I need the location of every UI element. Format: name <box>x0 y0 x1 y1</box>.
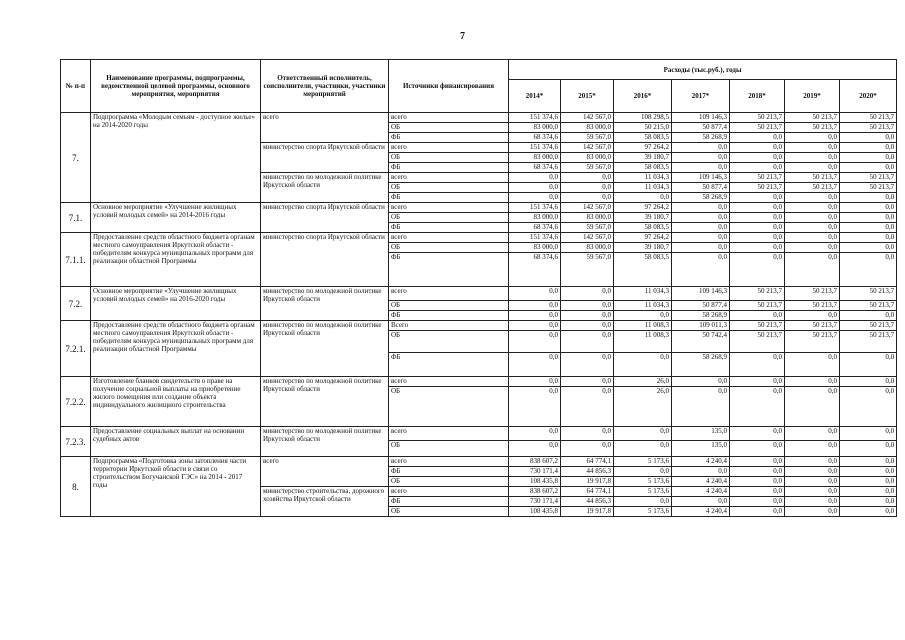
table-row <box>61 203 897 213</box>
amount-cell: 0,0 <box>785 243 840 253</box>
amount-cell: 50 213,7 <box>785 331 840 353</box>
amount-cell: 50 213,7 <box>840 123 897 133</box>
amount-cell: 58 268,9 <box>672 353 730 377</box>
amount-cell: 0,0 <box>509 427 561 441</box>
item-name: Подпрограмма «Молодым семьям - доступное жилье» на 2014-2020 годы <box>91 113 261 203</box>
table-row <box>61 233 897 243</box>
funding-source: ФБ <box>389 353 509 377</box>
funding-source: ОБ <box>389 301 509 311</box>
funding-source: всего <box>389 287 509 301</box>
amount-cell: 0,0 <box>561 287 614 301</box>
funding-source: ФБ <box>389 467 509 477</box>
amount-cell: 0,0 <box>785 223 840 233</box>
amount-cell: 0,0 <box>840 203 897 213</box>
funding-source: всего <box>389 113 509 123</box>
funding-source: всего <box>389 233 509 243</box>
amount-cell: 142 567,0 <box>561 113 614 123</box>
amount-cell: 83 000,0 <box>561 123 614 133</box>
header-year: 2015* <box>561 80 614 113</box>
executor: всего <box>261 113 389 143</box>
amount-cell: 0,0 <box>672 387 730 427</box>
amount-cell: 0,0 <box>561 427 614 441</box>
amount-cell: 0,0 <box>840 213 897 223</box>
item-name: Изготовление бланков свидетельств о праве на получение социальной выплаты на приобретение жилого помещения или создание объекта индивидуального жилищного строительства <box>91 377 261 427</box>
amount-cell: 0,0 <box>509 173 561 183</box>
amount-cell: 68 374,6 <box>509 163 561 173</box>
funding-source: ОБ <box>389 243 509 253</box>
amount-cell: 109 146,3 <box>672 113 730 123</box>
amount-cell: 19 917,8 <box>561 477 614 487</box>
amount-cell: 39 180,7 <box>614 153 672 163</box>
amount-cell: 109 011,3 <box>672 321 730 331</box>
amount-cell: 0,0 <box>614 353 672 377</box>
amount-cell: 0,0 <box>509 311 561 321</box>
header-name: Наименование программы, подпрограммы, ведомственной целевой программы, основного мероприятия, мероприятия <box>91 60 261 113</box>
table-row <box>61 113 897 123</box>
amount-cell: 50 215,0 <box>614 123 672 133</box>
amount-cell: 0,0 <box>730 377 785 387</box>
amount-cell: 5 173,6 <box>614 487 672 497</box>
amount-cell: 0,0 <box>785 457 840 467</box>
amount-cell: 0,0 <box>561 311 614 321</box>
amount-cell: 4 240,4 <box>672 477 730 487</box>
header-year: 2017* <box>672 80 730 113</box>
executor: министерство по молодежной политике Иркутской области <box>261 321 389 377</box>
amount-cell: 39 180,7 <box>614 213 672 223</box>
funding-source: всего <box>389 487 509 497</box>
amount-cell: 0,0 <box>840 253 897 287</box>
amount-cell: 0,0 <box>785 467 840 477</box>
amount-cell: 730 171,4 <box>509 467 561 477</box>
amount-cell: 0,0 <box>840 467 897 477</box>
amount-cell: 0,0 <box>785 203 840 213</box>
amount-cell: 68 374,6 <box>509 223 561 233</box>
amount-cell: 0,0 <box>730 387 785 427</box>
amount-cell: 0,0 <box>561 377 614 387</box>
amount-cell: 11 008,3 <box>614 321 672 331</box>
amount-cell: 0,0 <box>785 193 840 203</box>
amount-cell: 0,0 <box>840 163 897 173</box>
amount-cell: 109 146,3 <box>672 287 730 301</box>
header-year: 2016* <box>614 80 672 113</box>
amount-cell: 50 213,7 <box>730 123 785 133</box>
amount-cell: 142 567,0 <box>561 233 614 243</box>
amount-cell: 0,0 <box>730 467 785 477</box>
table-row <box>61 377 897 387</box>
amount-cell: 0,0 <box>730 193 785 203</box>
item-name: Основное мероприятие «Улучшение жилищных условий молодых семей» на 2014-2016 годы <box>91 203 261 233</box>
item-name: Подпрограмма «Подготовка зоны затопления части территории Иркутской области в связи со строительством Богучанской ГЭС» на 2014 - 2017 годы <box>91 457 261 517</box>
amount-cell: 11 008,3 <box>614 331 672 353</box>
amount-cell: 0,0 <box>730 441 785 457</box>
executor: министерство по молодежной политике Иркутской области <box>261 377 389 427</box>
table-row <box>61 321 897 331</box>
amount-cell: 0,0 <box>730 253 785 287</box>
item-number: 7.1.1. <box>61 233 91 287</box>
funding-source: ФБ <box>389 311 509 321</box>
amount-cell: 0,0 <box>509 353 561 377</box>
amount-cell: 50 877,4 <box>672 123 730 133</box>
amount-cell: 5 173,6 <box>614 477 672 487</box>
executor: министерство по молодежной политике Иркутской области <box>261 173 389 203</box>
amount-cell: 0,0 <box>561 441 614 457</box>
funding-source: ФБ <box>389 133 509 143</box>
amount-cell: 50 213,7 <box>840 321 897 331</box>
amount-cell: 50 213,7 <box>785 287 840 301</box>
table-row <box>61 457 897 467</box>
funding-source: ОБ <box>389 387 509 427</box>
amount-cell: 64 774,1 <box>561 457 614 467</box>
amount-cell: 59 567,0 <box>561 163 614 173</box>
amount-cell: 83 000,0 <box>561 213 614 223</box>
amount-cell: 0,0 <box>614 193 672 203</box>
amount-cell: 0,0 <box>785 477 840 487</box>
executor: министерство спорта Иркутской области <box>261 203 389 233</box>
amount-cell: 58 083,5 <box>614 223 672 233</box>
funding-source: всего <box>389 377 509 387</box>
executor: министерство по молодежной политике Иркутской области <box>261 287 389 321</box>
amount-cell: 730 171,4 <box>509 497 561 507</box>
amount-cell: 0,0 <box>561 321 614 331</box>
amount-cell: 26,0 <box>614 377 672 387</box>
amount-cell: 0,0 <box>730 163 785 173</box>
amount-cell: 108 435,8 <box>509 507 561 517</box>
amount-cell: 142 567,0 <box>561 143 614 153</box>
funding-source: ОБ <box>389 153 509 163</box>
amount-cell: 151 374,6 <box>509 143 561 153</box>
amount-cell: 0,0 <box>785 153 840 163</box>
amount-cell: 11 034,3 <box>614 301 672 311</box>
item-name: Основное мероприятие «Улучшение жилищных условий молодых семей» на 2016-2020 годы <box>91 287 261 321</box>
page-number: 7 <box>460 31 465 42</box>
executor: министерство спорта Иркутской области <box>261 233 389 287</box>
funding-source: ОБ <box>389 507 509 517</box>
funding-source: ОБ <box>389 213 509 223</box>
amount-cell: 50 213,7 <box>840 173 897 183</box>
amount-cell: 151 374,6 <box>509 113 561 123</box>
amount-cell: 0,0 <box>730 311 785 321</box>
amount-cell: 0,0 <box>785 213 840 223</box>
header-year: 2018* <box>730 80 785 113</box>
amount-cell: 0,0 <box>840 387 897 427</box>
amount-cell: 50 213,7 <box>840 301 897 311</box>
amount-cell: 68 374,6 <box>509 133 561 143</box>
header-year: 2020* <box>840 80 897 113</box>
amount-cell: 50 213,7 <box>785 113 840 123</box>
item-number: 7.2.1. <box>61 321 91 377</box>
amount-cell: 0,0 <box>672 203 730 213</box>
amount-cell: 50 213,7 <box>730 113 785 123</box>
header-no: № п-п <box>61 60 91 113</box>
amount-cell: 0,0 <box>840 427 897 441</box>
amount-cell: 83 000,0 <box>509 243 561 253</box>
amount-cell: 50 213,7 <box>730 183 785 193</box>
amount-cell: 58 268,9 <box>672 193 730 203</box>
amount-cell: 11 034,3 <box>614 173 672 183</box>
funding-source: ФБ <box>389 193 509 203</box>
amount-cell: 50 213,7 <box>840 331 897 353</box>
amount-cell: 26,0 <box>614 387 672 427</box>
amount-cell: 5 173,6 <box>614 507 672 517</box>
amount-cell: 0,0 <box>730 497 785 507</box>
amount-cell: 0,0 <box>840 487 897 497</box>
amount-cell: 83 000,0 <box>509 123 561 133</box>
funding-source: всего <box>389 143 509 153</box>
amount-cell: 50 213,7 <box>785 321 840 331</box>
amount-cell: 0,0 <box>509 441 561 457</box>
amount-cell: 50 213,7 <box>785 173 840 183</box>
amount-cell: 0,0 <box>730 213 785 223</box>
amount-cell: 11 034,3 <box>614 287 672 301</box>
amount-cell: 151 374,6 <box>509 233 561 243</box>
amount-cell: 0,0 <box>509 387 561 427</box>
amount-cell: 50 213,7 <box>730 287 785 301</box>
amount-cell: 97 264,2 <box>614 203 672 213</box>
executor: министерство по молодежной политике Иркутской области <box>261 427 389 457</box>
amount-cell: 50 213,7 <box>730 321 785 331</box>
amount-cell: 0,0 <box>672 243 730 253</box>
amount-cell: 0,0 <box>730 487 785 497</box>
item-number: 7.2.2. <box>61 377 91 427</box>
funding-source: всего <box>389 173 509 183</box>
header-expenses: Расходы (тыс.руб.), годы <box>509 60 897 80</box>
amount-cell: 0,0 <box>672 163 730 173</box>
amount-cell: 0,0 <box>730 457 785 467</box>
item-name: Предоставление средств областного бюджета органам местного самоуправления Иркутской области - победителям конкурса муниципальных программ для реализации областной Программы <box>91 321 261 377</box>
funding-source: всего <box>389 203 509 213</box>
header-year: 2014* <box>509 80 561 113</box>
amount-cell: 5 173,6 <box>614 457 672 467</box>
funding-source: ОБ <box>389 331 509 353</box>
amount-cell: 97 264,2 <box>614 143 672 153</box>
amount-cell: 0,0 <box>614 311 672 321</box>
amount-cell: 0,0 <box>730 233 785 243</box>
funding-source: всего <box>389 457 509 467</box>
amount-cell: 0,0 <box>509 193 561 203</box>
header-year: 2019* <box>785 80 840 113</box>
amount-cell: 0,0 <box>672 143 730 153</box>
amount-cell: 0,0 <box>840 377 897 387</box>
amount-cell: 50 742,4 <box>672 331 730 353</box>
amount-cell: 0,0 <box>785 497 840 507</box>
amount-cell: 59 567,0 <box>561 253 614 287</box>
amount-cell: 0,0 <box>672 497 730 507</box>
amount-cell: 109 146,3 <box>672 173 730 183</box>
amount-cell: 50 213,7 <box>730 331 785 353</box>
amount-cell: 50 213,7 <box>840 287 897 301</box>
amount-cell: 0,0 <box>785 353 840 377</box>
amount-cell: 0,0 <box>840 311 897 321</box>
amount-cell: 64 774,1 <box>561 487 614 497</box>
item-name: Предоставление средств областного бюджета органам местного самоуправления Иркутской области - победителям конкурса муниципальных программ для реализации областной Программы <box>91 233 261 287</box>
funding-source: ОБ <box>389 183 509 193</box>
amount-cell: 58 268,9 <box>672 133 730 143</box>
executor: всего <box>261 457 389 487</box>
table-body <box>61 113 897 517</box>
item-number: 7.2. <box>61 287 91 321</box>
amount-cell: 0,0 <box>672 253 730 287</box>
amount-cell: 50 877,4 <box>672 301 730 311</box>
amount-cell: 0,0 <box>840 477 897 487</box>
amount-cell: 0,0 <box>785 441 840 457</box>
amount-cell: 58 083,5 <box>614 253 672 287</box>
amount-cell: 4 240,4 <box>672 457 730 467</box>
amount-cell: 50 213,7 <box>785 301 840 311</box>
item-number: 7. <box>61 113 91 203</box>
item-number: 7.2.3. <box>61 427 91 457</box>
funding-source: ОБ <box>389 441 509 457</box>
amount-cell: 0,0 <box>840 507 897 517</box>
amount-cell: 0,0 <box>785 133 840 143</box>
amount-cell: 0,0 <box>840 233 897 243</box>
amount-cell: 135,0 <box>672 427 730 441</box>
amount-cell: 83 000,0 <box>561 243 614 253</box>
amount-cell: 50 213,7 <box>840 113 897 123</box>
amount-cell: 108 298,5 <box>614 113 672 123</box>
amount-cell: 0,0 <box>561 353 614 377</box>
amount-cell: 58 083,5 <box>614 133 672 143</box>
amount-cell: 0,0 <box>730 223 785 233</box>
amount-cell: 58 268,9 <box>672 311 730 321</box>
amount-cell: 0,0 <box>672 377 730 387</box>
amount-cell: 0,0 <box>672 213 730 223</box>
funding-source: всего <box>389 427 509 441</box>
amount-cell: 0,0 <box>509 301 561 311</box>
funding-source: ФБ <box>389 253 509 287</box>
amount-cell: 838 607,2 <box>509 487 561 497</box>
amount-cell: 83 000,0 <box>509 153 561 163</box>
amount-cell: 97 264,2 <box>614 233 672 243</box>
amount-cell: 0,0 <box>840 457 897 467</box>
amount-cell: 0,0 <box>785 427 840 441</box>
amount-cell: 4 240,4 <box>672 487 730 497</box>
amount-cell: 0,0 <box>614 497 672 507</box>
amount-cell: 0,0 <box>840 441 897 457</box>
amount-cell: 0,0 <box>561 173 614 183</box>
amount-cell: 0,0 <box>730 153 785 163</box>
amount-cell: 59 567,0 <box>561 133 614 143</box>
funding-source: ФБ <box>389 223 509 233</box>
amount-cell: 0,0 <box>730 507 785 517</box>
amount-cell: 0,0 <box>785 387 840 427</box>
amount-cell: 108 435,8 <box>509 477 561 487</box>
amount-cell: 0,0 <box>785 507 840 517</box>
amount-cell: 50 877,4 <box>672 183 730 193</box>
executor: министерство строительства, дорожного хозяйства Иркутской области <box>261 487 389 517</box>
funding-source: Всего <box>389 321 509 331</box>
amount-cell: 0,0 <box>672 467 730 477</box>
amount-cell: 0,0 <box>614 467 672 477</box>
amount-cell: 0,0 <box>672 233 730 243</box>
item-name: Предоставление социальных выплат на основании судебных актов <box>91 427 261 457</box>
amount-cell: 0,0 <box>785 233 840 243</box>
amount-cell: 0,0 <box>840 497 897 507</box>
funding-source: ФБ <box>389 497 509 507</box>
amount-cell: 4 240,4 <box>672 507 730 517</box>
amount-cell: 44 856,3 <box>561 497 614 507</box>
amount-cell: 11 034,3 <box>614 183 672 193</box>
amount-cell: 0,0 <box>785 253 840 287</box>
amount-cell: 50 213,7 <box>785 123 840 133</box>
amount-cell: 0,0 <box>785 311 840 321</box>
amount-cell: 0,0 <box>561 193 614 203</box>
amount-cell: 50 213,7 <box>730 301 785 311</box>
amount-cell: 50 213,7 <box>730 173 785 183</box>
amount-cell: 0,0 <box>840 243 897 253</box>
amount-cell: 58 083,5 <box>614 163 672 173</box>
amount-cell: 83 000,0 <box>561 153 614 163</box>
amount-cell: 0,0 <box>840 153 897 163</box>
amount-cell: 0,0 <box>509 331 561 353</box>
item-number: 7.1. <box>61 203 91 233</box>
amount-cell: 83 000,0 <box>509 213 561 223</box>
amount-cell: 0,0 <box>840 223 897 233</box>
amount-cell: 0,0 <box>730 203 785 213</box>
amount-cell: 39 180,7 <box>614 243 672 253</box>
amount-cell: 0,0 <box>785 163 840 173</box>
amount-cell: 0,0 <box>730 427 785 441</box>
amount-cell: 151 374,6 <box>509 203 561 213</box>
amount-cell: 0,0 <box>840 133 897 143</box>
amount-cell: 0,0 <box>672 223 730 233</box>
header-source: Источники финансирования <box>389 60 509 113</box>
amount-cell: 0,0 <box>614 427 672 441</box>
amount-cell: 50 213,7 <box>840 183 897 193</box>
budget-table <box>60 59 897 517</box>
amount-cell: 0,0 <box>561 331 614 353</box>
funding-source: ОБ <box>389 123 509 133</box>
amount-cell: 68 374,6 <box>509 253 561 287</box>
amount-cell: 0,0 <box>840 143 897 153</box>
amount-cell: 0,0 <box>509 377 561 387</box>
amount-cell: 0,0 <box>672 153 730 163</box>
amount-cell: 0,0 <box>840 193 897 203</box>
amount-cell: 135,0 <box>672 441 730 457</box>
amount-cell: 142 567,0 <box>561 203 614 213</box>
amount-cell: 0,0 <box>509 287 561 301</box>
item-number: 8. <box>61 457 91 517</box>
amount-cell: 44 856,3 <box>561 467 614 477</box>
header-exec: Ответственный исполнитель, соисполнители, участники, участники мероприятий <box>261 60 389 113</box>
amount-cell: 0,0 <box>730 133 785 143</box>
amount-cell: 0,0 <box>614 441 672 457</box>
amount-cell: 838 607,2 <box>509 457 561 467</box>
amount-cell: 0,0 <box>509 321 561 331</box>
amount-cell: 0,0 <box>730 143 785 153</box>
executor: министерство спорта Иркутской области <box>261 143 389 173</box>
table-row <box>61 427 897 441</box>
amount-cell: 0,0 <box>785 143 840 153</box>
amount-cell: 50 213,7 <box>785 183 840 193</box>
amount-cell: 0,0 <box>730 477 785 487</box>
amount-cell: 0,0 <box>785 377 840 387</box>
amount-cell: 19 917,8 <box>561 507 614 517</box>
funding-source: ОБ <box>389 477 509 487</box>
amount-cell: 59 567,0 <box>561 223 614 233</box>
amount-cell: 0,0 <box>561 387 614 427</box>
table-row <box>61 287 897 301</box>
funding-source: ФБ <box>389 163 509 173</box>
amount-cell: 0,0 <box>561 183 614 193</box>
amount-cell: 0,0 <box>785 487 840 497</box>
amount-cell: 0,0 <box>509 183 561 193</box>
amount-cell: 0,0 <box>561 301 614 311</box>
amount-cell: 0,0 <box>730 353 785 377</box>
amount-cell: 0,0 <box>730 243 785 253</box>
amount-cell: 0,0 <box>840 353 897 377</box>
